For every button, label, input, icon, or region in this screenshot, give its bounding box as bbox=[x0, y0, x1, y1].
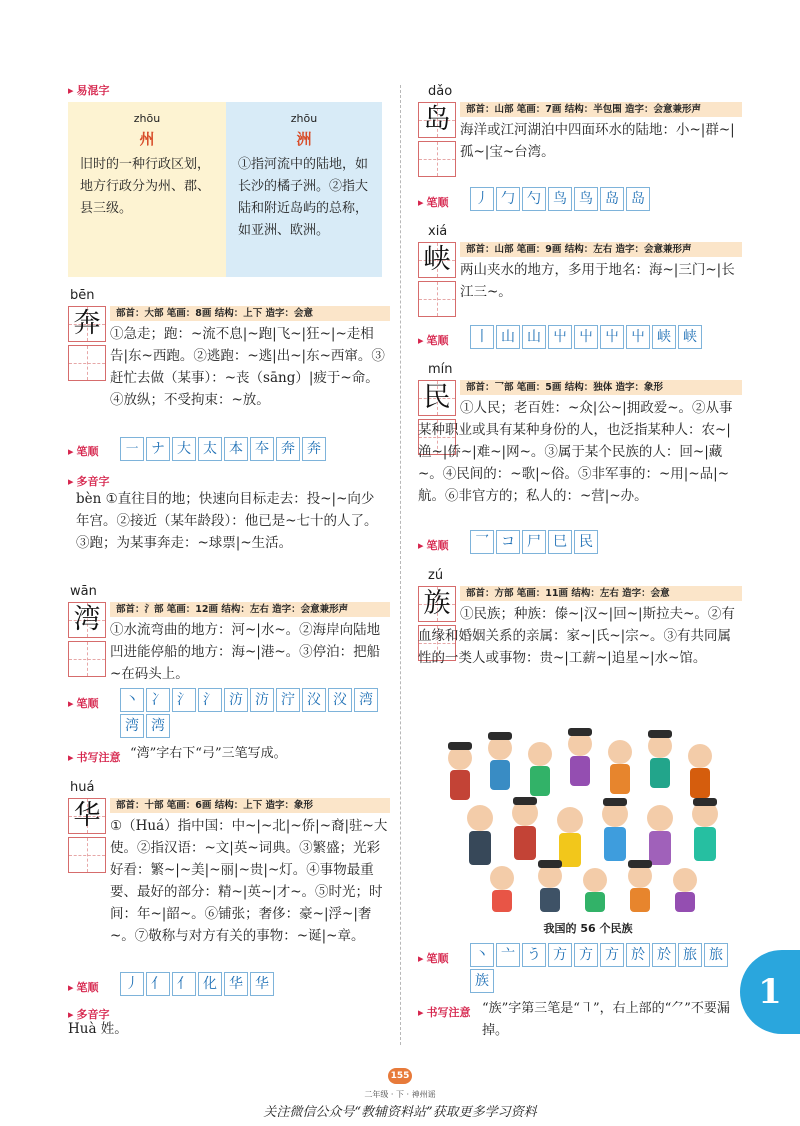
stroke-step: 冫 bbox=[146, 688, 170, 712]
stroke-step: 屮 bbox=[600, 325, 624, 349]
entry-wan-pinyin: wān bbox=[70, 584, 97, 599]
stroke-step: 泞 bbox=[276, 688, 300, 712]
stroke-step: 亠 bbox=[496, 943, 520, 967]
entry-wan-char-text: 湾 bbox=[73, 604, 101, 635]
stroke-step: 湾 bbox=[120, 714, 144, 738]
entry-wan-strokes bbox=[120, 688, 382, 738]
entry-min-char-text: 民 bbox=[423, 382, 451, 413]
confusable-left-char: 州 bbox=[139, 130, 155, 148]
stroke-step: 巳 bbox=[548, 530, 572, 554]
entry-wan-stroke-label: ▸ 笔顺 bbox=[68, 695, 99, 711]
stroke-step: 奔 bbox=[302, 437, 326, 461]
stroke-step: 於 bbox=[652, 943, 676, 967]
stroke-step: 本 bbox=[224, 437, 248, 461]
entry-ben-info: 部首：大部 笔画：8画 结构：上下 造字：会意 bbox=[110, 306, 390, 321]
stroke-step: 㳇 bbox=[328, 688, 352, 712]
entry-ben-definition: ①急走；跑：~流不息|~跑|飞~|狂~|~走相告|东~西跑。②逃跑：~逃|出~|东~西窜。③赶忙去做（某事）：~丧（sāng）|疲于~命。④放纵；不受拘束：~放。 bbox=[110, 326, 385, 408]
stroke-step: 亻 bbox=[146, 972, 170, 996]
entry-hua-practice-grid bbox=[68, 837, 106, 873]
entry-zu-info: 部首：方部 笔画：11画 结构：左右 造字：会意 bbox=[460, 586, 742, 601]
entry-zu-note: “族”字第三笔是“㇕”，右上部的“⺈”不要漏掉。 bbox=[482, 1001, 730, 1038]
stroke-step: 大 bbox=[172, 437, 196, 461]
stroke-step: 旅 bbox=[704, 943, 728, 967]
stroke-step: 山 bbox=[496, 325, 520, 349]
entry-wan-definition: ①水流弯曲的地方：河~|水~。②海岸向陆地凹进能停船的地方：海~|港~。③停泊：把船~在码头上。 bbox=[110, 622, 381, 682]
entry-dao-stroke-label: ▸ 笔顺 bbox=[418, 194, 449, 210]
stroke-step: 民 bbox=[574, 530, 598, 554]
entry-zu-note-label: ▸ 书写注意 bbox=[418, 1004, 471, 1020]
confusable-label: ▸ 易混字 bbox=[68, 82, 110, 98]
stroke-step: 化 bbox=[198, 972, 222, 996]
entry-hua-definition: ①（Huá）指中国：中~|~北|~侨|~裔|驻~大使。②指汉语：~文|英~词典。③繁盛；光彩好看：繁~|~美|~丽|~贵|~灯。④事物最重要、最好的部分：精~|英~|才~。⑤时光；时间：年~|韶~。⑥铺张；奢侈：豪~|浮~|奢~。⑦敬称与对方有关的事物：~诞|~章。 bbox=[110, 818, 388, 944]
stroke-step: 华 bbox=[250, 972, 274, 996]
entry-hua-stroke-label: ▸ 笔顺 bbox=[68, 979, 99, 995]
stroke-step: 华 bbox=[224, 972, 248, 996]
confusable-card-right bbox=[226, 102, 382, 277]
entry-ben-pinyin: bēn bbox=[70, 288, 95, 303]
stroke-step: 峡 bbox=[652, 325, 676, 349]
stroke-step: 方 bbox=[548, 943, 572, 967]
entry-zu-stroke-label: ▸ 笔顺 bbox=[418, 950, 449, 966]
stroke-step: 山 bbox=[522, 325, 546, 349]
entry-min-info: 部首：乛部 笔画：5画 结构：独体 造字：象形 bbox=[460, 380, 742, 395]
entry-ben-polyphone: bèn ①直往目的地；快速向目标走去：投~|~向少年宫。②接近（某年龄段）：他已是~七十的人了。③跑；为某事奔走：~球票|~生活。 bbox=[76, 491, 378, 551]
entry-min-char bbox=[418, 380, 456, 416]
footer-promo: 关注微信公众号“教辅资料站”获取更多学习资料 bbox=[263, 1105, 537, 1120]
entry-ben-stroke-label: ▸ 笔顺 bbox=[68, 443, 99, 459]
entry-hua-info: 部首：十部 笔画：6画 结构：上下 造字：象形 bbox=[110, 798, 390, 813]
stroke-step: う bbox=[522, 943, 546, 967]
entry-wan-note: “湾”字右下“弓”三笔写成。 bbox=[130, 746, 287, 761]
entry-hua-char bbox=[68, 798, 106, 834]
entry-zu-strokes bbox=[470, 943, 738, 993]
stroke-step: 丿 bbox=[120, 972, 144, 996]
entry-xia-pinyin: xiá bbox=[428, 224, 448, 239]
entry-hua-strokes bbox=[120, 972, 380, 996]
stroke-step: コ bbox=[496, 530, 520, 554]
stroke-step: 湾 bbox=[354, 688, 378, 712]
entry-zu-char bbox=[418, 586, 456, 622]
footer-book-title: 二年级 · 下 · 神州谣 bbox=[364, 1090, 436, 1099]
stroke-step: 夲 bbox=[250, 437, 274, 461]
stroke-step: 岛 bbox=[626, 187, 650, 211]
confusable-right-text: ①指河流中的陆地，如长沙的橘子洲。②指大陆和附近岛屿的总称，如亚洲、欧洲。 bbox=[238, 157, 369, 238]
entry-dao-strokes bbox=[470, 187, 742, 211]
stroke-step: 汸 bbox=[250, 688, 274, 712]
stroke-step: 亻 bbox=[172, 972, 196, 996]
illustration-caption: 我国的 56 个民族 bbox=[543, 922, 633, 935]
stroke-step: 奔 bbox=[276, 437, 300, 461]
stroke-step: ナ bbox=[146, 437, 170, 461]
entry-zu-pinyin: zú bbox=[428, 568, 444, 583]
entry-hua-char-text: 华 bbox=[73, 800, 101, 831]
stroke-step: 旅 bbox=[678, 943, 702, 967]
stroke-step: 屮 bbox=[626, 325, 650, 349]
entry-wan-note-label: ▸ 书写注意 bbox=[68, 749, 121, 765]
stroke-step: 方 bbox=[600, 943, 624, 967]
entry-dao-char bbox=[418, 102, 456, 138]
stroke-step: 湾 bbox=[146, 714, 170, 738]
entry-min-stroke-label: ▸ 笔顺 bbox=[418, 537, 449, 553]
stroke-step: 汸 bbox=[224, 688, 248, 712]
confusable-right-pinyin: zhōu bbox=[290, 112, 318, 125]
entry-zu-char-text: 族 bbox=[423, 588, 451, 619]
confusable-left-text: 旧时的一种行政区划，地方行政分为州、郡、县三级。 bbox=[80, 157, 211, 216]
entry-dao-info: 部首：山部 笔画：7画 结构：半包围 造字：会意兼形声 bbox=[460, 102, 742, 117]
stroke-step: 勹 bbox=[496, 187, 520, 211]
confusable-left-pinyin: zhōu bbox=[133, 112, 161, 125]
entry-min-strokes bbox=[470, 530, 742, 554]
stroke-step: 丶 bbox=[120, 688, 144, 712]
stroke-step: 丨 bbox=[470, 325, 494, 349]
stroke-step: 屮 bbox=[574, 325, 598, 349]
column-divider bbox=[400, 85, 401, 1045]
entry-ben-polyphone-label: ▸ 多音字 bbox=[68, 473, 110, 489]
entry-dao-pinyin: dǎo bbox=[428, 84, 453, 99]
entry-dao-definition: 海洋或江河湖泊中四面环水的陆地：小~|群~|孤~|宝~台湾。 bbox=[460, 122, 735, 160]
entry-min-pinyin: mín bbox=[428, 362, 453, 377]
entry-ben-char bbox=[68, 306, 106, 342]
ethnic-groups-illustration bbox=[430, 718, 746, 914]
entry-ben-strokes bbox=[120, 437, 380, 461]
stroke-step: 方 bbox=[574, 943, 598, 967]
unit-tab: 1 bbox=[740, 950, 800, 1034]
entry-wan-char bbox=[68, 602, 106, 638]
stroke-step: 乛 bbox=[470, 530, 494, 554]
entry-hua-polyphone-label: ▸ 多音字 bbox=[68, 1006, 110, 1022]
entry-zu-definition: ①民族；种族：傣~|汉~|回~|斯拉夫~。②有血缘和婚姻关系的亲属：家~|氏~|宗~。③有共同属性的一类人或事物：贵~|工薪~|追星~|水~馆。 bbox=[418, 606, 735, 666]
entry-hua-pinyin: huá bbox=[70, 780, 95, 795]
stroke-step: 丶 bbox=[470, 943, 494, 967]
stroke-step: 鸟 bbox=[574, 187, 598, 211]
entry-xia-strokes bbox=[470, 325, 742, 349]
stroke-step: 勺 bbox=[522, 187, 546, 211]
stroke-step: 於 bbox=[626, 943, 650, 967]
entry-wan-practice-grid bbox=[68, 641, 106, 677]
confusable-card-left bbox=[68, 102, 226, 277]
stroke-step: 屮 bbox=[548, 325, 572, 349]
entry-dao-char-text: 岛 bbox=[423, 104, 451, 135]
stroke-step: 丿 bbox=[470, 187, 494, 211]
entry-xia-stroke-label: ▸ 笔顺 bbox=[418, 332, 449, 348]
stroke-step: 氵 bbox=[198, 688, 222, 712]
entry-dao-practice-grid bbox=[418, 141, 456, 177]
stroke-step: 族 bbox=[470, 969, 494, 993]
entry-xia-practice-grid bbox=[418, 281, 456, 317]
stroke-step: ㇐ bbox=[120, 437, 144, 461]
entry-xia-char-text: 峡 bbox=[423, 244, 451, 275]
entry-xia-char bbox=[418, 242, 456, 278]
entry-xia-info: 部首：山部 笔画：9画 结构：左右 造字：会意兼形声 bbox=[460, 242, 742, 257]
confusable-right-char: 洲 bbox=[296, 130, 312, 148]
stroke-step: 太 bbox=[198, 437, 222, 461]
entry-hua-polyphone: Huà 姓。 bbox=[68, 1021, 128, 1037]
stroke-step: 氵 bbox=[172, 688, 196, 712]
stroke-step: 鸟 bbox=[548, 187, 572, 211]
entry-ben-char-text: 奔 bbox=[73, 308, 101, 339]
entry-xia-definition: 两山夹水的地方，多用于地名：海~|三门~|长江三~。 bbox=[460, 262, 735, 300]
stroke-step: 峡 bbox=[678, 325, 702, 349]
stroke-step: 㳇 bbox=[302, 688, 326, 712]
stroke-step: 岛 bbox=[600, 187, 624, 211]
stroke-step: 尸 bbox=[522, 530, 546, 554]
entry-min-definition: ①人民；老百姓：~众|公~|拥政爱~。②从事某种职业或具有某种身份的人，也泛指某种人：农~|渔~|侨~|难~|网~。③属于某个民族的人：回~|藏~。④民间的：~歌|~俗。⑤非军事的：~用|~品|~航。⑥非官方的；私人的：~营|~办。 bbox=[418, 400, 733, 504]
entry-wan-info: 部首：氵部 笔画：12画 结构：左右 造字：会意兼形声 bbox=[110, 602, 390, 617]
page-number: 155 bbox=[388, 1068, 412, 1084]
entry-ben-practice-grid bbox=[68, 345, 106, 381]
